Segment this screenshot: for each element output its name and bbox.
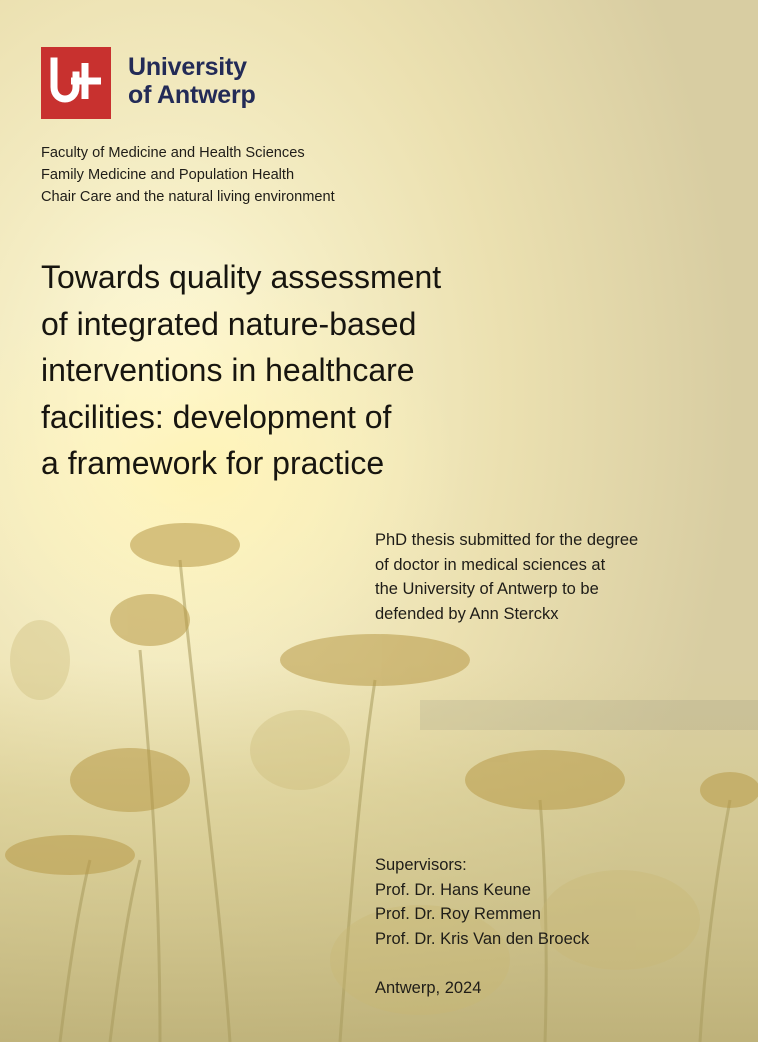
supervisor-name: Prof. Dr. Kris Van den Broeck xyxy=(375,929,590,948)
university-logo[interactable] xyxy=(41,47,281,119)
thesis-submission-statement xyxy=(375,528,638,626)
faculty-block xyxy=(41,142,335,208)
supervisors-heading: Supervisors: xyxy=(375,856,467,874)
statement-line: defended by Ann Sterckx xyxy=(375,604,559,623)
chair-line: Chair Care and the natural living environment xyxy=(41,189,335,205)
statement-line: of doctor in medical sciences at xyxy=(375,555,606,574)
university-logo-mark-icon xyxy=(41,47,111,119)
thesis-title xyxy=(41,254,561,487)
statement-line: the University of Antwerp to be xyxy=(375,580,599,598)
title-line: a framework for practice xyxy=(41,445,385,482)
university-name xyxy=(128,53,256,109)
place-and-year: Antwerp, 2024 xyxy=(375,979,482,997)
title-line: interventions in healthcare xyxy=(41,352,415,389)
faculty-line: Faculty of Medicine and Health Sciences xyxy=(41,145,305,161)
university-name-line-2: of Antwerp xyxy=(128,81,256,109)
supervisor-name: Prof. Dr. Roy Remmen xyxy=(375,905,541,923)
statement-line: PhD thesis submitted for the degree xyxy=(375,531,639,549)
title-line: facilities: development of xyxy=(41,398,392,435)
supervisors-block xyxy=(375,853,589,951)
supervisor-name: Prof. Dr. Hans Keune xyxy=(375,880,531,899)
title-line: of integrated nature-based xyxy=(41,305,417,342)
university-name-line-1: University xyxy=(128,53,247,81)
department-line: Family Medicine and Population Health xyxy=(41,167,295,183)
title-line: Towards quality assessment xyxy=(41,259,442,295)
